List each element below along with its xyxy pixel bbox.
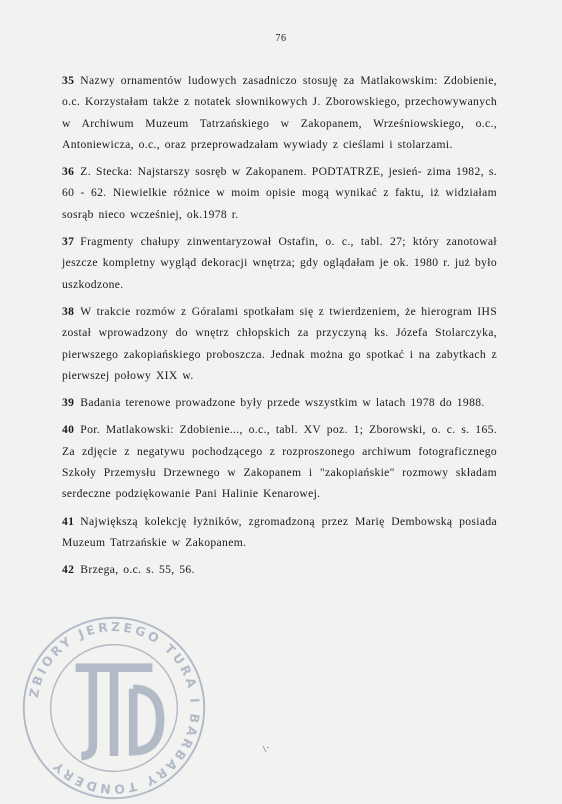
- footnote: [62, 231, 497, 295]
- footnotes: [62, 70, 497, 587]
- footnote-text: Największą kolekcję łyżników, zgromadzoną przez Marię Dembowską posiada Muzeum Tatrzańskie w Zakopanem.: [62, 514, 497, 549]
- footnote-number: 40: [62, 423, 75, 437]
- footnote-text: W trakcie rozmów z Góralami spotkałam się z twierdzeniem, że hierogram IHS został wprowadzony do wnętrz chłopskich za przyczyną ks. Józefa Stolarczyka, pierwszego zakopiańskiego proboszcza. Jednak można go spotkać i na zabytkach z pierwszej połowy XIX w.: [62, 304, 497, 382]
- footnote: [62, 161, 497, 225]
- footnote: [62, 419, 497, 504]
- footnote-number: 36: [62, 165, 75, 179]
- stamp-monogram: [76, 665, 160, 756]
- footnote-text: Badania terenowe prowadzone były przede wszystkim w latach 1978 do 1988.: [80, 396, 485, 410]
- footnote: [62, 511, 497, 554]
- footnote: [62, 70, 497, 155]
- library-stamp: [18, 612, 210, 804]
- footnote: [62, 559, 497, 580]
- page-number: 76: [275, 33, 287, 44]
- stamp-ring-text: ZBIORY JERZEGO TURA I BARBARY TONDERY: [25, 619, 203, 798]
- footnote-number: 35: [62, 74, 75, 87]
- scan-mark: [262, 745, 270, 753]
- footnote-text: Fragmenty chałupy zinwentaryzował Ostafin, o. c., tabl. 27; który zanotował jeszcze kompletny wygląd dekoracji wnętrza; gdy oglądałam je ok. 1980 r. już było uszkodzone.: [62, 235, 497, 291]
- footnote-number: 42: [62, 563, 75, 577]
- footnote: [62, 301, 497, 386]
- footnote-text: Brzega, o.c. s. 55, 56.: [80, 563, 195, 577]
- footnote-text: Z. Stecka: Najstarszy sosręb w Zakopanem. PODTATRZE, jesień- zima 1982, s. 60 - 62. Niewielkie różnice w moim opisie mogą wynikać z faktu, iż widziałam sosrąb nieco wcześniej, ok.1978 r.: [62, 165, 497, 221]
- footnote-text: Nazwy ornamentów ludowych zasadniczo stosuję za Matlakowskim: Zdobienie, o.c. Korzystałam także z notatek słownikowych J. Zborowskiego, przechowywanych w Archiwum Muzeum Tatrzańskiego w Zakopanem, Wrześniowskiego, o.c., Antoniewicza, o.c., oraz przeprowadzałam wywiady z cieślami i stolarzami.: [62, 74, 497, 151]
- footnote-number: 39: [62, 396, 75, 410]
- footnote-number: 41: [62, 514, 75, 528]
- footnote: [62, 392, 497, 413]
- footnote-text: Por. Matlakowski: Zdobienie..., o.c., tabl. XV poz. 1; Zborowski, o. c. s. 165. Za zdjęcie z negatywu pochodzącego z rozproszonego archiwum fotograficznego Szkoły Przemysłu Drzewnego w Zakopanem i "zakopiańskie" rozmowy składam serdeczne podziękowanie Pani Halinie Kenarowej.: [62, 423, 497, 501]
- footnote-number: 37: [62, 235, 75, 249]
- footnote-number: 38: [62, 304, 75, 318]
